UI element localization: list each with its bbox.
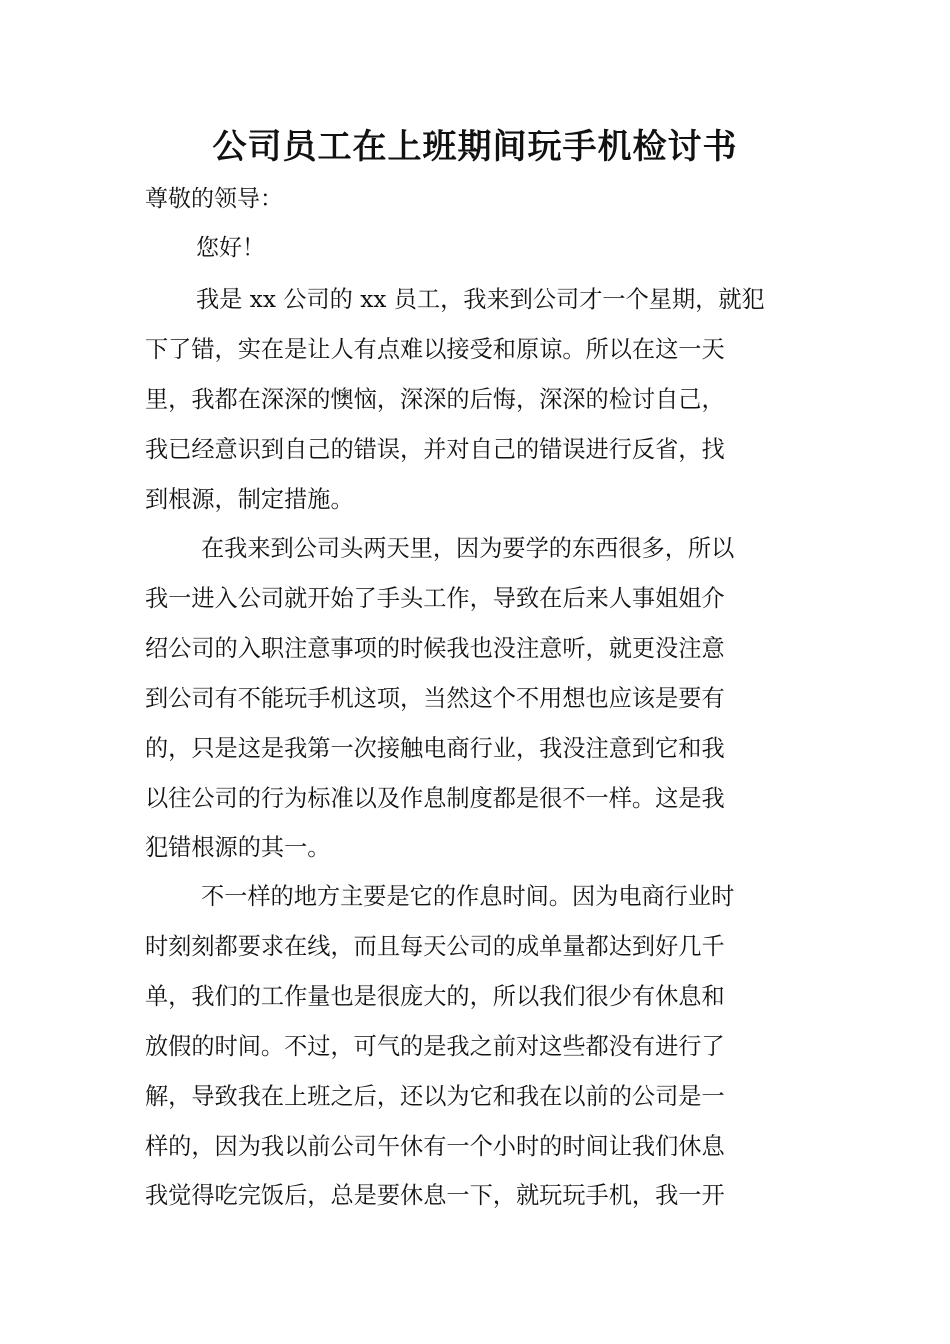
salutation: 尊敬的领导： xyxy=(145,186,283,212)
paragraph-line: 样的，因为我以前公司午休有一个小时的时间让我们休息 xyxy=(145,1132,725,1160)
paragraph-line: 不一样的地方主要是它的作息时间。因为电商行业时 xyxy=(201,883,735,910)
document-title: 公司员工在上班期间玩手机检讨书 xyxy=(212,127,738,167)
paragraph-line: 放假的时间。不过，可气的是我之前对这些都没有进行了 xyxy=(145,1032,725,1060)
paragraph-line: 以往公司的行为标准以及作息制度都是很不一样。这是我 xyxy=(145,784,725,812)
paragraph-line: 到公司有不能玩手机这项，当然这个不用想也应该是要有 xyxy=(145,684,725,712)
paragraph-line: 时刻刻都要求在线，而且每天公司的成单量都达到好几千 xyxy=(145,932,725,960)
paragraph-3 xyxy=(145,872,810,1221)
paragraph-line: 我觉得吃完饭后，总是要休息一下，就玩玩手机，我一开 xyxy=(145,1182,725,1210)
paragraph-line: 我一进入公司就开始了手头工作，导致在后来人事姐姐介 xyxy=(145,584,725,612)
paragraph-2 xyxy=(145,524,810,873)
greeting: 您好！ xyxy=(196,235,265,261)
paragraph-line: 里，我都在深深的懊恼，深深的后悔，深深的检讨自己， xyxy=(145,385,725,413)
paragraph-line: 下了错，实在是让人有点难以接受和原谅。所以在这一天 xyxy=(145,335,725,363)
paragraph-1 xyxy=(145,275,810,525)
paragraph-line: 的，只是这是我第一次接触电商行业，我没注意到它和我 xyxy=(145,734,725,762)
paragraph-line: 犯错根源的其一。 xyxy=(145,834,331,862)
paragraph-line: 我是 xx 公司的 xx 员工，我来到公司才一个星期，就犯 xyxy=(196,286,765,313)
paragraph-line: 单，我们的工作量也是很庞大的，所以我们很少有休息和 xyxy=(145,982,725,1010)
paragraph-line: 解，导致我在上班之后，还以为它和我在以前的公司是一 xyxy=(145,1082,725,1110)
paragraph-line: 到根源，制定措施。 xyxy=(145,485,354,513)
paragraph-line: 我已经意识到自己的错误，并对自己的错误进行反省，找 xyxy=(145,435,725,463)
paragraph-line: 绍公司的入职注意事项的时候我也没注意听，就更没注意 xyxy=(145,634,725,662)
paragraph-line: 在我来到公司头两天里，因为要学的东西很多，所以 xyxy=(201,535,735,562)
